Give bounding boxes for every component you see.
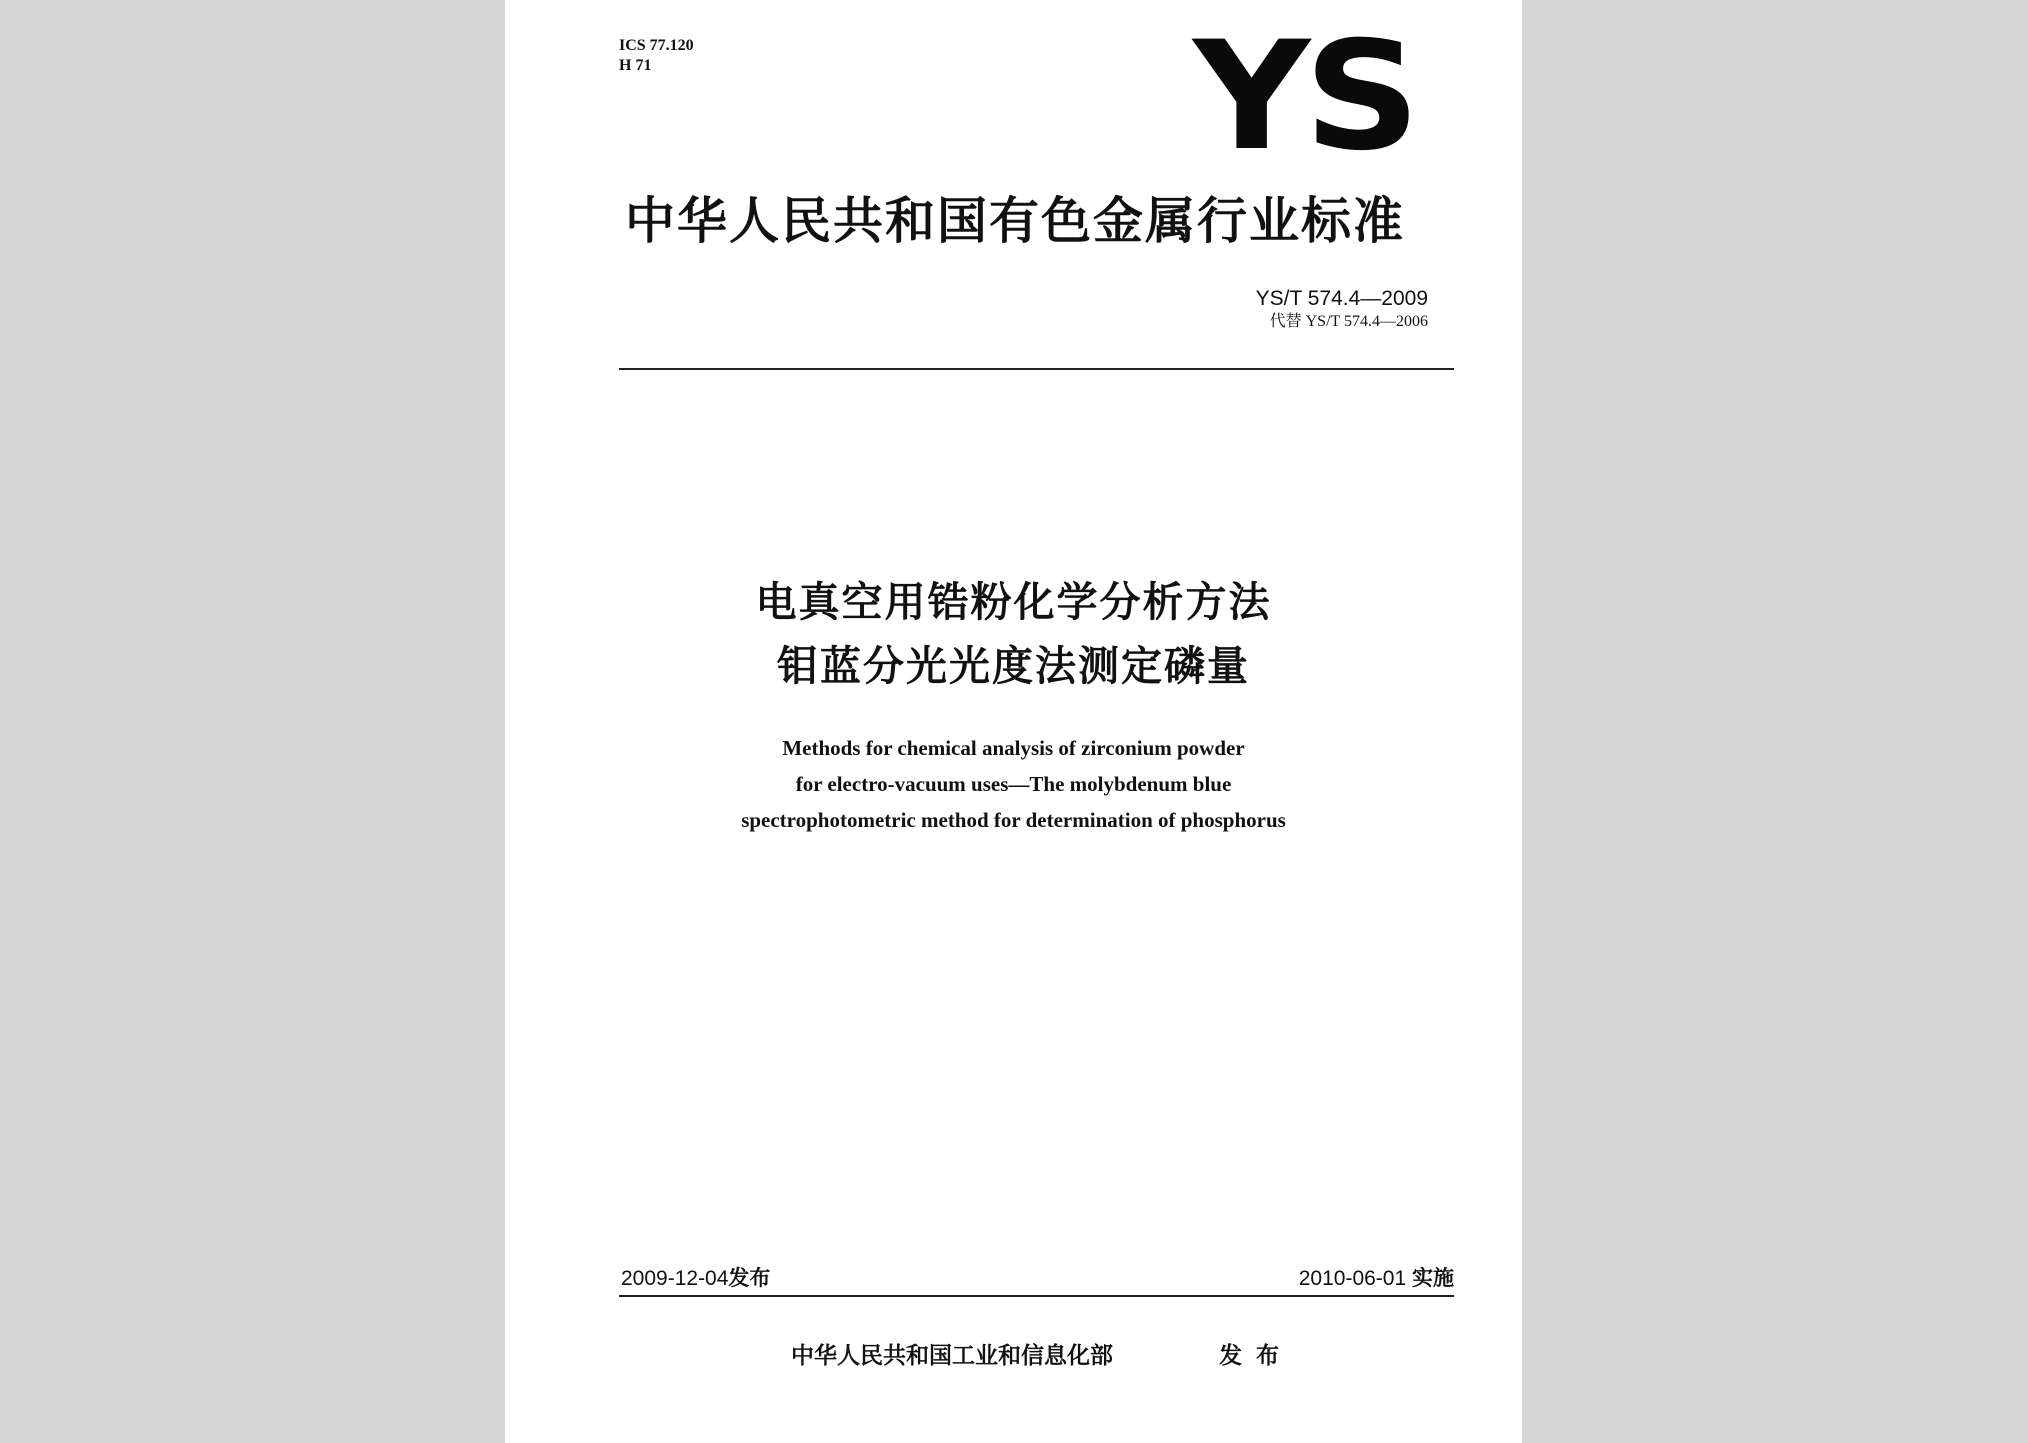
issue-date-label: 发布 <box>728 1266 771 1290</box>
english-title-line-3: spectrophotometric method for determination of phosphorus <box>741 808 1286 832</box>
implementation-date-label: 实施 <box>1412 1266 1454 1290</box>
footer-divider <box>619 1295 1454 1297</box>
standard-code: YS/T 574.4—2009 <box>1255 287 1428 310</box>
chinese-title-line-1: 电真空用锆粉化学分析方法 <box>755 578 1272 626</box>
standard-number <box>1256 286 1428 312</box>
implementation-date-value: 2010-06-01 <box>1298 1267 1407 1290</box>
organization-title: 中华人民共和国有色金属行业标准 <box>625 192 1405 250</box>
ccs-code: H 71 <box>619 57 652 74</box>
issue-date <box>621 1264 770 1293</box>
header-divider <box>619 368 1454 370</box>
publish-label: 发布 <box>1219 1343 1293 1369</box>
chinese-title <box>505 570 1522 698</box>
ys-logo: YS <box>1193 10 1415 184</box>
english-title <box>505 730 1522 838</box>
dates-row <box>619 1264 1454 1292</box>
classification-codes <box>619 36 694 76</box>
ics-code: ICS 77.120 <box>619 37 694 54</box>
publisher-name: 中华人民共和国工业和信息化部 <box>791 1343 1113 1369</box>
issue-date-value: 2009-12-04 <box>621 1267 729 1290</box>
implementation-date <box>1299 1264 1454 1293</box>
english-title-line-2: for electro-vacuum uses—The molybdenum blue <box>795 772 1232 796</box>
replaces-standard: 代替 YS/T 574.4—2006 <box>1269 313 1428 330</box>
english-title-line-1: Methods for chemical analysis of zirconium powder <box>782 736 1245 760</box>
chinese-title-line-2: 钼蓝分光光度法测定磷量 <box>777 642 1250 690</box>
document-page <box>505 0 1522 1443</box>
